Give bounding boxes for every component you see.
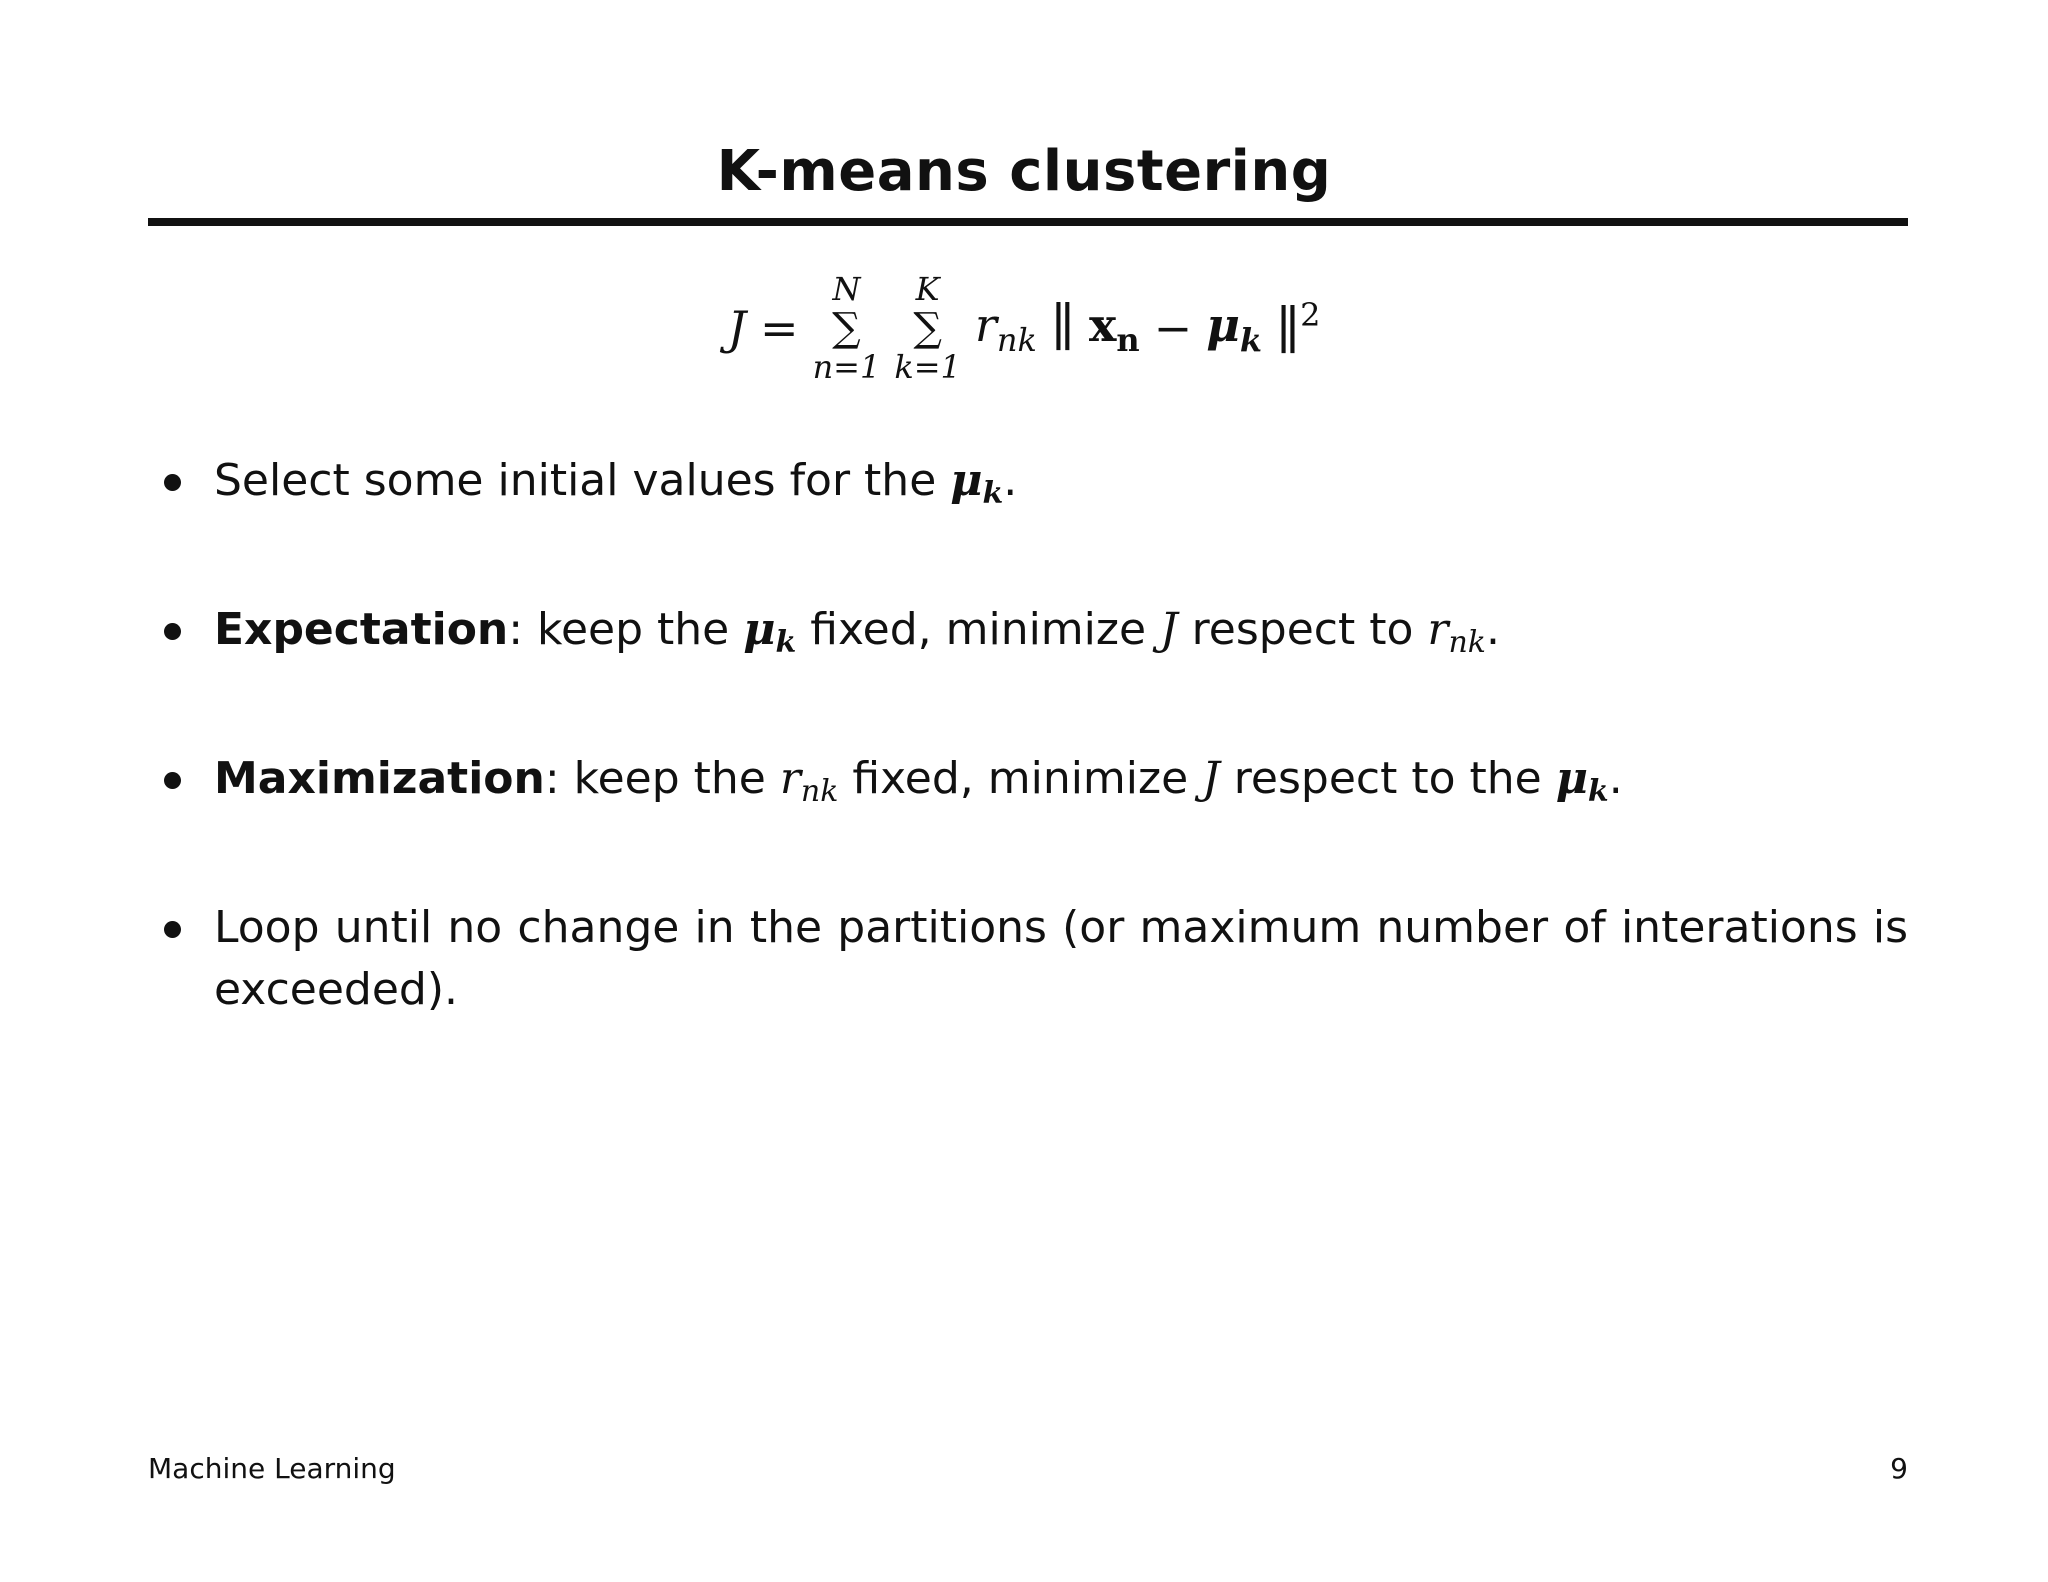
- footer-course-name: Machine Learning: [148, 1452, 396, 1485]
- footer-page-number: 9: [1890, 1452, 1908, 1485]
- bullet-initialize: [160, 450, 1908, 525]
- eq-mu-term: [1206, 298, 1262, 359]
- sum2-symbol: ∑: [913, 305, 942, 351]
- mu-symbol: μ: [950, 455, 983, 506]
- bullet-period: .: [1003, 455, 1018, 506]
- sum-over-k: [894, 270, 961, 386]
- eq-norm-close: ∥: [1276, 300, 1301, 361]
- slide-title: K-means clustering: [716, 139, 1332, 204]
- bullet-text: Select some initial values for the: [214, 455, 951, 506]
- bullet-text: : keep the: [508, 604, 744, 655]
- bullet-period: .: [1608, 753, 1623, 804]
- eq-r-sub: nk: [996, 320, 1037, 359]
- bullet-list: [160, 450, 1908, 1095]
- eq-x: x: [1088, 297, 1117, 352]
- bullet-maximization: [160, 748, 1908, 823]
- j-symbol: J: [1202, 753, 1220, 804]
- bullet-text: fixed, minimize: [796, 604, 1161, 655]
- title-rule: [148, 218, 1908, 226]
- eq-power: 2: [1300, 295, 1321, 334]
- sum1-lower: n=1: [812, 348, 881, 386]
- r-symbol: r: [1427, 604, 1449, 655]
- mu-subscript: k: [982, 476, 1004, 511]
- eq-mu: μ: [1206, 297, 1240, 352]
- eq-x-term: [1089, 298, 1140, 359]
- bullet-text: Loop until no change in the partitions (or maximum number of interations is exceeded).: [214, 902, 1908, 1015]
- eq-r: r: [974, 297, 997, 352]
- bullet-period: .: [1485, 604, 1500, 655]
- sum-over-n: [813, 270, 881, 386]
- bullet-expectation: [160, 599, 1908, 674]
- eq-equals: =: [760, 301, 799, 355]
- mu-symbol: μ: [1555, 753, 1588, 804]
- eq-minus: −: [1153, 301, 1193, 355]
- maximization-label: Maximization: [214, 753, 545, 804]
- mu-subscript: k: [775, 625, 797, 660]
- r-symbol: r: [779, 753, 801, 804]
- sum1-symbol: ∑: [832, 305, 861, 351]
- bullet-dot: [164, 921, 181, 938]
- bullet-text: respect to: [1177, 604, 1428, 655]
- r-subscript: nk: [1448, 625, 1486, 660]
- j-symbol: J: [1160, 604, 1178, 655]
- bullet-loop: [160, 897, 1908, 1021]
- eq-norm-close-term: [1276, 296, 1320, 361]
- bullet-dot: [164, 772, 181, 789]
- bullet-text: fixed, minimize: [838, 753, 1203, 804]
- r-subscript: nk: [800, 774, 839, 809]
- bullet-text: respect to the: [1219, 753, 1556, 804]
- eq-r-term: [975, 298, 1037, 359]
- eq-norm-open: ∥: [1050, 298, 1075, 358]
- bullet-dot: [164, 474, 181, 491]
- objective-equation: [0, 268, 2048, 388]
- bullet-text: : keep the: [544, 753, 780, 804]
- eq-x-sub: n: [1116, 320, 1140, 359]
- sum2-upper: K: [915, 270, 940, 308]
- mu-symbol: μ: [743, 604, 776, 655]
- eq-lhs: J: [727, 301, 747, 355]
- expectation-label: Expectation: [214, 604, 509, 655]
- sum2-lower: k=1: [894, 348, 961, 386]
- equation-row: [728, 270, 1321, 386]
- sum1-upper: N: [832, 270, 861, 308]
- bullet-dot: [164, 623, 181, 640]
- mu-subscript: k: [1587, 774, 1609, 809]
- eq-mu-sub: k: [1239, 320, 1263, 359]
